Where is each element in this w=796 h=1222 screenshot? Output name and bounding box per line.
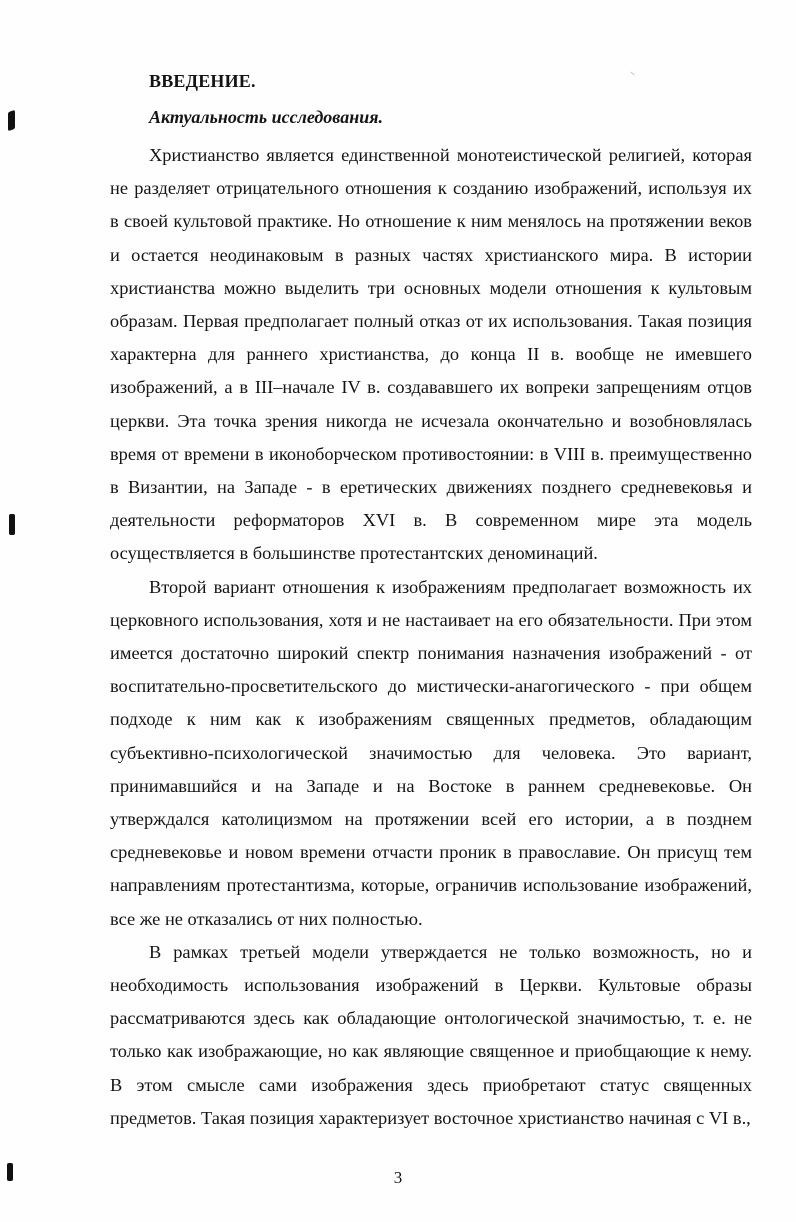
scan-speck	[630, 72, 634, 76]
paragraph-3: В рамках третьей модели утверждается не только возможность, но и необходимость использования изображений в Церкви. Культовые образы рассматриваются здесь как обладающие онтологической значимостью, т. е. не только как изображающие, но как являющие священное и приобщающие к нему. В этом смысле сами изображения здесь приобретают статус священных предметов. Такая позиция характеризует восточное христианство начиная с VI в.,	[110, 941, 752, 1128]
document-body	[110, 139, 752, 1135]
page-number: 3	[393, 1168, 403, 1187]
section-heading: ВВЕДЕНИЕ.	[149, 71, 256, 91]
scan-mark	[8, 110, 15, 132]
section-subheading: Актуальность исследования.	[149, 107, 383, 127]
paragraph-1: Христианство является единственной монотеистической религией, которая не разделяет отрицательного отношения к созданию изображений, используя их в своей культовой практике. Но отношение к ним менялось на протяжении веков и остается неодинаковым в разных частях христианского мира. В истории христианства можно выделить три основных модели отношения к культовым образам. Первая предполагает полный отказ от их использования. Такая позиция характерна для раннего христианства, до конца II в. вообще не имевшего изображений, а в III–начале IV в. создававшего их вопреки запрещениям отцов церкви. Эта точка зрения никогда не исчезала окончательно и возобновлялась время от времени в иконоборческом противостоянии: в VIII в. преимущественно в Византии, на Западе - в еретических движениях позднего средневековья и деятельности реформаторов XVI в. В современном мире эта модель осуществляется в большинстве протестантских деноминаций.	[110, 145, 752, 564]
paragraph-2: Второй вариант отношения к изображениям предполагает возможность их церковного использования, хотя и не настаивает на его обязательности. При этом имеется достаточно широкий спектр понимания назначения изображений - от воспитательно-просветительского до мистически-анагогического - при общем подходе к ним как к изображениям священных предметов, обладающим субъективно-психологической значимостью для человека. Это вариант, принимавшийся и на Западе и на Востоке в раннем средневековье. Он утверждался католицизмом на протяжении всей его истории, а в позднем средневековье и новом времени отчасти проник в православие. Он присущ тем направлениям протестантизма, которые, ограничив использование изображений, все же не отказались от них полностью.	[110, 576, 752, 929]
scan-mark	[9, 514, 15, 535]
